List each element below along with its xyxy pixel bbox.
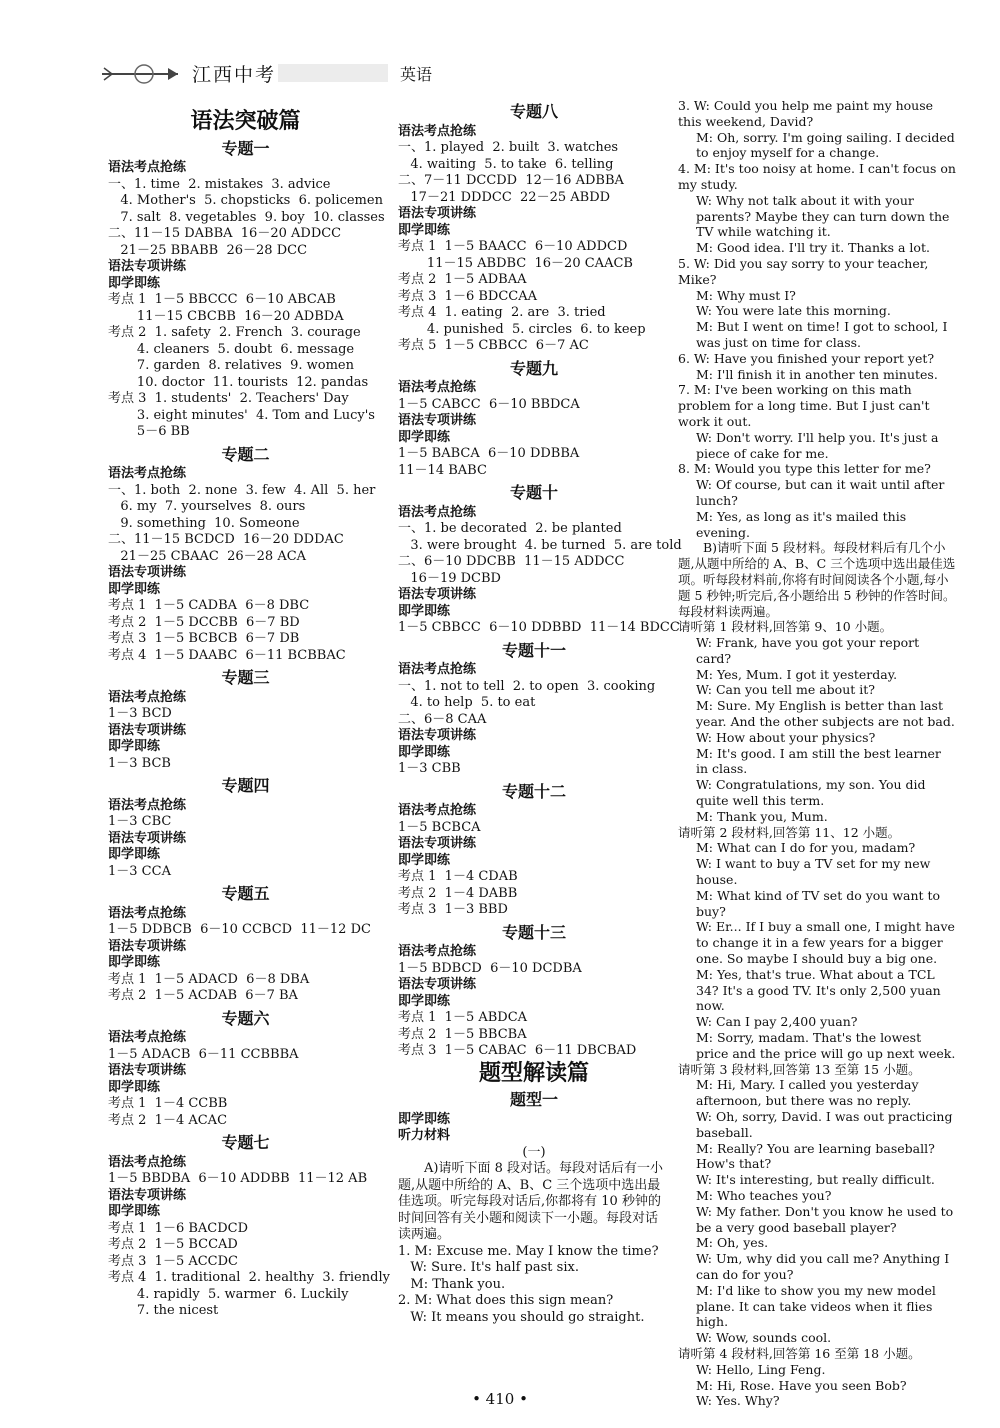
answer-line: W: It means you should go straight. bbox=[398, 1309, 645, 1325]
answer-line: 考点 3 1－5 BCBCB 6－7 DB bbox=[108, 631, 300, 646]
answer-line: 考点 3 1－3 BBD bbox=[398, 902, 508, 917]
subsection-label: 语法专项讲练 bbox=[108, 565, 187, 580]
answer-line: 7. garden 8. relatives 9. women bbox=[108, 358, 354, 373]
subsection-label: 语法专项讲练 bbox=[108, 1063, 187, 1078]
answer-line: 1－3 BCD bbox=[108, 706, 172, 721]
material-note: 请听第 4 段材料,回答第 16 至第 18 小题。 bbox=[678, 1345, 921, 1361]
dialogue-line: M: Thank you, Mum. bbox=[696, 808, 828, 824]
material-note: 请听第 2 段材料,回答第 11、12 小题。 bbox=[678, 824, 901, 840]
dialogue-line: W: Um, why did you call me? Anything I can do for you? bbox=[696, 1251, 950, 1282]
dialogue-line: W: It's interesting, but really difficult. bbox=[696, 1172, 935, 1188]
material-note: 请听第 3 段材料,回答第 13 至第 15 小题。 bbox=[678, 1061, 921, 1077]
subsection-label: 即学即练 bbox=[108, 1204, 161, 1219]
answer-line: 一、1. not to tell 2. to open 3. cooking bbox=[398, 678, 656, 694]
subsection-label: 语法考点抢练 bbox=[108, 160, 187, 175]
answer-line: 一、1. played 2. built 3. watches bbox=[398, 140, 619, 155]
subsection-label: 语法专项讲练 bbox=[108, 830, 187, 846]
answer-line: 考点 1 1－5 ABDCA bbox=[398, 1010, 528, 1025]
subsection-label: 语法专项讲练 bbox=[398, 977, 477, 992]
subsection-label: 语法专项讲练 bbox=[108, 1187, 187, 1203]
dialogue-line: W: Don't worry. I'll help you. It's just a piece of cake for me. bbox=[696, 429, 939, 461]
topic-heading: 专题十一 bbox=[501, 640, 566, 660]
answer-line: 考点 2 1－5 BCCAD bbox=[108, 1237, 238, 1252]
dialogue-line: M: But I went on time! I got to school, I was just on time for class. bbox=[696, 319, 948, 350]
dialogue-line: W: Hello, Ling Feng. bbox=[696, 1361, 826, 1377]
answer-line: 1－5 DDBCB 6－10 CCBCD 11－12 DC bbox=[108, 922, 371, 937]
subsection-label: 语法专项讲练 bbox=[398, 728, 477, 743]
dialogue-line: M: Hi, Rose. Have you seen Bob? bbox=[696, 1377, 907, 1393]
answer-line: 考点 1 1－5 BAACC 6－10 ADDCD bbox=[398, 239, 628, 254]
answer-line: 4. to help 5. to eat bbox=[398, 695, 536, 710]
answer-line: 4. cleaners 5. doubt 6. message bbox=[108, 341, 355, 357]
answer-line: 1－3 CBC bbox=[108, 814, 172, 829]
topic-heading: 专题二 bbox=[221, 444, 270, 464]
answer-line: 考点 1 1－6 BACDCD bbox=[108, 1220, 249, 1236]
answer-line: 16－19 DCBD bbox=[398, 570, 501, 586]
subsection-label: 即学即练 bbox=[398, 1111, 451, 1127]
answer-line: 考点 2 1. safety 2. French 3. courage bbox=[108, 325, 361, 340]
answer-line: 考点 2 1－5 BBCBA bbox=[398, 1026, 527, 1042]
answer-line: 考点 3 1－5 ACCDC bbox=[108, 1253, 238, 1269]
subsection-label: 语法考点抢练 bbox=[108, 905, 187, 921]
topic-heading: 专题十二 bbox=[501, 781, 566, 801]
topic-heading: 专题九 bbox=[509, 358, 558, 378]
dialogue-line: M: Yes, as long as it's mailed this evening. bbox=[696, 508, 907, 540]
dialogue-line: 5. W: Did you say sorry to your teacher, Mike? bbox=[678, 255, 929, 287]
answer-line: 1－5 BBDBA 6－10 ADDBB 11－12 AB bbox=[108, 1171, 368, 1186]
dialogue-line: M: Yes, Mum. I got it yesterday. bbox=[696, 666, 898, 682]
section-title: 题型解读篇 bbox=[478, 1060, 589, 1086]
header-brand: 江西中考 bbox=[192, 64, 277, 86]
answer-line: 二、11－15 DABBA 16－20 ADDCC bbox=[108, 226, 342, 241]
subsection-label: 语法考点抢练 bbox=[108, 797, 187, 813]
answer-line: 考点 1 1－4 CDAB bbox=[398, 869, 518, 884]
topic-heading: 专题一 bbox=[221, 138, 270, 158]
subsection-label: 语法专项讲练 bbox=[108, 259, 187, 274]
subsection-label: 语法考点抢练 bbox=[398, 944, 477, 959]
answer-line: 考点 1 1－5 ADACD 6－8 DBA bbox=[108, 971, 310, 987]
answer-column-1 bbox=[108, 108, 390, 1320]
subsection-label: 语法考点抢练 bbox=[398, 380, 477, 395]
dialogue-line: W: Oh, sorry, David. I was out practicing baseball. bbox=[696, 1109, 953, 1140]
subsection-label: 即学即练 bbox=[398, 429, 451, 445]
material-note: 请听第 1 段材料,回答第 9、10 小题。 bbox=[678, 619, 893, 635]
topic-heading: 专题六 bbox=[221, 1008, 270, 1028]
answer-line: 21－25 CBAAC 26－28 ACA bbox=[108, 548, 307, 564]
answer-line: 1. M: Excuse me. May I know the time? bbox=[398, 1243, 659, 1259]
subsection-label: 语法考点抢练 bbox=[108, 1030, 187, 1045]
answer-line: 二、6－8 CAA bbox=[398, 711, 487, 727]
answer-line: 1－5 CBBCC 6－10 DDBBD 11－14 BDCC bbox=[398, 620, 680, 635]
answer-line: 7. the nicest bbox=[108, 1303, 219, 1318]
answer-line: 考点 1 1－5 CADBA 6－8 DBC bbox=[108, 598, 310, 613]
topic-heading: 专题十三 bbox=[501, 922, 566, 942]
answer-line: 考点 4 1. traditional 2. healthy 3. friendly bbox=[108, 1270, 390, 1285]
answer-line: 考点 1 1－5 BBCCC 6－10 ABCAB bbox=[108, 292, 336, 307]
subsection-label: 即学即练 bbox=[398, 222, 451, 238]
dialogue-line: M: What can I do for you, madam? bbox=[696, 840, 916, 856]
dialogue-line: W: Congratulations, my son. You did quite well this term. bbox=[696, 777, 926, 809]
answer-line: 二、7－11 DCCDD 12－16 ADBBA bbox=[398, 173, 624, 188]
dialogue-line: W: Can I pay 2,400 yuan? bbox=[696, 1014, 858, 1030]
answer-line: 2. M: What does this sign mean? bbox=[398, 1293, 614, 1308]
answer-line: 二、11－15 BCDCD 16－20 DDDAC bbox=[108, 532, 344, 547]
dialogue-line: M: Oh, yes. bbox=[696, 1235, 769, 1251]
dialogue-line: W: Why not talk about it with your parents? Maybe they can turn down the TV while watching it. bbox=[696, 192, 950, 240]
subsection-label: 即学即练 bbox=[398, 852, 451, 868]
dialogue-line: 6. W: Have you finished your report yet? bbox=[678, 350, 935, 366]
answer-line: 10. doctor 11. tourists 12. pandas bbox=[108, 374, 369, 390]
answer-line: 1－5 BCBCA bbox=[398, 819, 481, 835]
dialogue-line: W: My father. Don't you know he used to be a very good baseball player? bbox=[696, 1203, 954, 1235]
dialogue-line: M: It's good. I am still the best learner in class. bbox=[696, 745, 941, 777]
answer-line: 3. were brought 4. be turned 5. are told bbox=[398, 537, 682, 553]
subsection-label: 即学即练 bbox=[398, 603, 451, 619]
subsection-label: 语法专项讲练 bbox=[398, 836, 477, 851]
dialogue-line: W: Wow, sounds cool. bbox=[696, 1330, 832, 1346]
subsection-label: 语法考点抢练 bbox=[108, 689, 187, 705]
dialogue-line: M: Hi, Mary. I called you yesterday afternoon, but there was no reply. bbox=[696, 1077, 919, 1109]
subsection-label: 即学即练 bbox=[398, 744, 451, 760]
answer-line: 4. Mother's 5. chopsticks 6. policemen bbox=[108, 193, 383, 208]
answer-line: 4. waiting 5. to take 6. telling bbox=[398, 156, 614, 172]
topic-heading: 专题八 bbox=[509, 102, 558, 121]
dialogue-line: M: Who teaches you? bbox=[696, 1187, 832, 1203]
answer-line: 1－3 BCB bbox=[108, 755, 171, 771]
subsection-label: 即学即练 bbox=[108, 581, 161, 597]
subsection-label: 即学即练 bbox=[108, 847, 161, 862]
answer-line: 7. salt 8. vegetables 9. boy 10. classes bbox=[108, 209, 385, 225]
transcript-column-3 bbox=[678, 98, 956, 1409]
subsection-label: 即学即练 bbox=[108, 739, 161, 754]
answer-line: 9. something 10. Someone bbox=[108, 515, 300, 531]
topic-heading: 专题四 bbox=[221, 776, 270, 795]
dialogue-line: 7. M: I've been working on this math problem for a long time. But I just can't work it out. bbox=[678, 382, 930, 429]
dialogue-line: M: Oh, sorry. I'm going sailing. I decided to enjoy myself for a change. bbox=[696, 129, 955, 161]
answer-line: 考点 3 1－5 CABAC 6－11 DBCBAD bbox=[398, 1043, 637, 1058]
answer-line: 11－15 ABDBC 16－20 CAACB bbox=[398, 255, 633, 271]
dialogue-line: M: I'll finish it in another ten minutes. bbox=[696, 366, 938, 382]
answer-line: 11－14 BABC bbox=[398, 462, 487, 478]
subsection-label: 语法专项讲练 bbox=[398, 413, 477, 428]
answer-line: 一、1. time 2. mistakes 3. advice bbox=[108, 176, 331, 192]
dialogue-line: 8. M: Would you type this letter for me? bbox=[678, 461, 931, 477]
topic-heading: 专题五 bbox=[221, 884, 270, 903]
dialogue-line: M: I'd like to show you my new model plane. It can take videos when it flies high. bbox=[696, 1282, 936, 1330]
instruction-paragraph: B)请听下面 5 段材料。每段材料后有几个小题,从题中所给的 A、B、C 三个选项中选出最佳选项。听每段材料前,你将有时间阅读各个小题,每小题 5 秒钟;听完后,各小题给出 5 秒钟的作答时间。每段材料读两遍。 bbox=[678, 540, 956, 619]
dialogue-line: M: What kind of TV set do you want to buy? bbox=[696, 887, 941, 919]
header-band bbox=[278, 64, 388, 82]
dialogue-line: W: Yes. Why? bbox=[696, 1393, 780, 1409]
subsection-label: 语法考点抢练 bbox=[398, 504, 477, 520]
subsection-label: 语法考点抢练 bbox=[398, 662, 477, 677]
header-subject: 英语 bbox=[400, 65, 433, 84]
subsection-label: 语法考点抢练 bbox=[108, 1154, 187, 1170]
answer-line: 考点 2 1－5 ADBAA bbox=[398, 272, 527, 287]
dialogue-line: M: Yes, that's true. What about a TCL 34? It's a good TV. It's only 2,500 yuan now. bbox=[696, 966, 941, 1014]
answer-line: 1－3 CCA bbox=[108, 863, 171, 879]
subsection-label: 语法考点抢练 bbox=[108, 466, 187, 481]
answer-line: 11－15 CBCBB 16－20 ADBDA bbox=[108, 308, 344, 324]
answer-line: 1－5 BDBCD 6－10 DCDBA bbox=[398, 960, 582, 976]
answer-line: 考点 2 1－4 ACAC bbox=[108, 1112, 228, 1128]
subsection-label: 语法专项讲练 bbox=[398, 206, 477, 221]
dialogue-line: W: Of course, but can it wait until after lunch? bbox=[696, 477, 945, 508]
answer-line: 1－5 ADACB 6－11 CCBBBA bbox=[108, 1046, 299, 1062]
subsection-label: 语法考点抢练 bbox=[398, 123, 477, 139]
answer-line: 考点 2 1－5 ACDAB 6－7 BA bbox=[108, 988, 298, 1003]
dialogue-line: M: Sorry, madam. That's the lowest price and the price will go up next week. bbox=[696, 1030, 956, 1061]
answer-line: 21－25 BBABB 26－28 DCC bbox=[108, 242, 308, 258]
topic-heading: 专题三 bbox=[221, 668, 270, 687]
answer-line: 1－5 BABCA 6－10 DDBBA bbox=[398, 446, 580, 461]
dialogue-line: 3. W: Could you help me paint my house this weekend, David? bbox=[678, 98, 934, 129]
subsection-label: 语法专项讲练 bbox=[398, 587, 477, 602]
answer-line: 1－3 CBB bbox=[398, 761, 461, 776]
page-number: • 410 • bbox=[472, 1390, 528, 1408]
answer-line: 考点 3 1－6 BDCCAA bbox=[398, 288, 537, 304]
answer-line: 1－5 CABCC 6－10 BBDCA bbox=[398, 396, 580, 412]
subsection-label: 语法专项讲练 bbox=[108, 722, 187, 738]
answer-line: 考点 2 1－5 DCCBB 6－7 BD bbox=[108, 614, 300, 630]
part-label: (一) bbox=[522, 1144, 546, 1160]
dialogue-line: M: Really? You are learning baseball? How's that? bbox=[696, 1140, 935, 1172]
subsection-label: 听力材料 bbox=[398, 1128, 451, 1143]
dialogue-line: W: I want to buy a TV set for my new house. bbox=[696, 856, 931, 888]
answer-line: 4. rapidly 5. warmer 6. Luckily bbox=[108, 1286, 349, 1302]
dialogue-line: M: Sure. My English is better than last year. And the other subjects are not bad. bbox=[696, 698, 955, 730]
dialogue-line: M: Why must I? bbox=[696, 287, 796, 303]
dialogue-line: W: You were late this morning. bbox=[696, 303, 891, 319]
answer-line: 一、1. both 2. none 3. few 4. All 5. her bbox=[108, 482, 376, 498]
answer-line: 一、1. be decorated 2. be planted bbox=[398, 521, 622, 536]
topic-heading: 专题七 bbox=[221, 1133, 270, 1152]
answer-line: W: Sure. It's half past six. bbox=[398, 1260, 579, 1275]
dialogue-line: W: How about your physics? bbox=[696, 729, 876, 745]
answer-line: 考点 4 1－5 DAABC 6－11 BCBBAC bbox=[108, 647, 346, 663]
dialogue-line: W: Can you tell me about it? bbox=[696, 682, 875, 698]
arrow-logo-icon bbox=[100, 62, 180, 86]
subsection-label: 即学即练 bbox=[108, 275, 161, 291]
subsection-label: 即学即练 bbox=[108, 955, 161, 970]
dialogue-line: M: Good idea. I'll try it. Thanks a lot. bbox=[696, 240, 930, 256]
answer-line: 考点 1 1－4 CCBB bbox=[108, 1096, 228, 1111]
dialogue-line: W: Er... If I buy a small one, I might have to change it in a few years for a bigger one. So maybe I should buy a big one. bbox=[696, 919, 955, 967]
answer-line: 5－6 BB bbox=[108, 424, 190, 439]
subsection-label: 即学即练 bbox=[108, 1079, 161, 1095]
instruction-paragraph: A)请听下面 8 段对话。每段对话后有一小题,从题中所给的 A、B、C 三个选项中选出最佳选项。听完每段对话后,你都将有 10 秒钟的时间回答有关小题和阅读下一小题。每段对话读两遍。 bbox=[398, 1161, 663, 1242]
answer-line: 考点 5 1－5 CBBCC 6－7 AC bbox=[398, 338, 589, 353]
answer-line: 17－21 DDDCC 22－25 ABDD bbox=[398, 189, 611, 205]
dialogue-line: 4. M: It's too noisy at home. I can't focus on my study. bbox=[678, 161, 956, 192]
answer-line: 考点 2 1－4 DABB bbox=[398, 885, 518, 901]
topic-heading: 专题十 bbox=[509, 483, 558, 502]
subsection-label: 即学即练 bbox=[398, 993, 451, 1009]
section-title: 语法突破篇 bbox=[190, 109, 301, 134]
subsection-label: 语法专项讲练 bbox=[108, 938, 187, 954]
answer-line: 考点 3 1. students' 2. Teachers' Day bbox=[108, 391, 349, 406]
answer-line: 考点 4 1. eating 2. are 3. tried bbox=[398, 305, 606, 320]
dialogue-line: W: Frank, have you got your report card? bbox=[696, 635, 920, 666]
answer-line: 二、6－10 DDCBB 11－15 ADDCC bbox=[398, 554, 625, 569]
answer-line: 3. eight minutes' 4. Tom and Lucy's bbox=[108, 407, 375, 423]
answer-line: 6. my 7. yourselves 8. ours bbox=[108, 499, 306, 514]
answer-column-2 bbox=[398, 98, 682, 1326]
answer-line: M: Thank you. bbox=[398, 1276, 506, 1292]
page-header bbox=[100, 58, 520, 92]
subsection-label: 语法考点抢练 bbox=[398, 803, 477, 818]
topic-heading: 题型一 bbox=[509, 1090, 558, 1109]
answer-line: 4. punished 5. circles 6. to keep bbox=[398, 321, 646, 337]
